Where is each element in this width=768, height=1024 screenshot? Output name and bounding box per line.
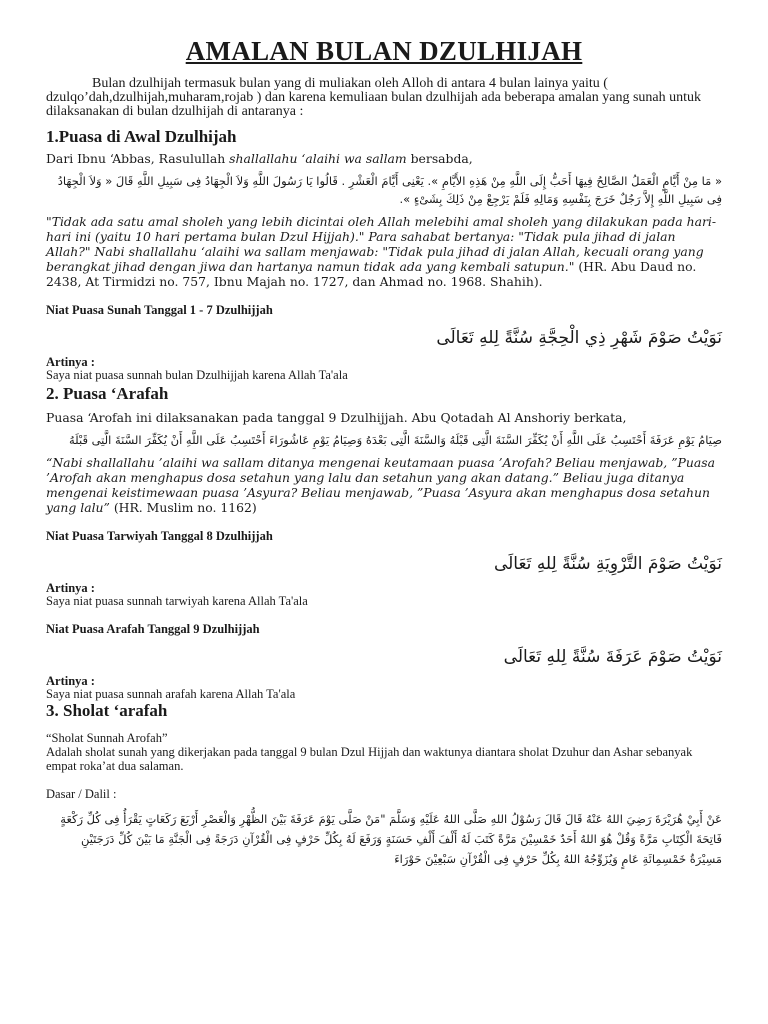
translation-italic: “Nabi shallallahu ’alaihi wa sallam ditanya mengenai keutamaan puasa ’Arofah? Beliau menjawab, ”Puasa ’Arofah akan menghapus dosa setahun yang lalu dan setahun yang akan datang.” Beliau juga ditanya mengenai keistimewaan puasa ’Asyura? Beliau menjawab, ”Puasa ’Asyura akan menghapus dosa setahun yang lalu” (46, 455, 715, 515)
niat-arafah-heading: Niat Puasa Arafah Tanggal 9 Dzulhijjah (46, 622, 260, 636)
niat-arafah-arabic: نَوَيْتُ صَوْمَ عَرَفَةَ سُنَّةً لِلهِ تَعَالَى (503, 647, 722, 667)
page-title: AMALAN BULAN DZULHIJAH (185, 36, 583, 66)
section-3-heading: 3. Sholat ‘arafah (46, 701, 168, 720)
section-1-hadith-arabic: « مَا مِنْ أَيَّامٍ الْعَمَلُ الصَّالِحُ فِيهَا أَحَبُّ إِلَى اللَّهِ مِنْ هَذِهِ الأَيَّامِ ». يَعْنِى أَيَّامَ الْعَشْرِ . قَالُوا يَا رَسُولَ اللَّهِ وَلاَ الْجِهَادُ فِى سَبِيلِ اللَّهِ قَالَ « وَلاَ الْجِهَادُ فِى سَبِيلِ اللَّهِ إِلاَّ رَجُلٌ خَرَجَ بِنَفْسِهِ وَمَالِهِ فَلَمْ يَرْجِعْ مِنْ ذَلِكَ بِشَىْءٍ ». (57, 174, 722, 206)
intro-paragraph: Bulan dzulhijah termasuk bulan yang di muliakan oleh Alloh di antara 4 bulan lainya yaitu ( dzulqo’dah,dzulhijah,muharam,rojab ) dan karena kemuliaan bulan dzulhijah ada beberapa amalan yang sunah untuk dilaksanakan di bulan dzulhijah di antaranya : (46, 76, 702, 119)
section-1-heading: 1.Puasa di Awal Dzulhijah (46, 127, 237, 146)
narrator-italic: shallallahu ‘alaihi wa sallam (229, 151, 407, 166)
section-3-description: Adalah sholat sunah yang dikerjakan pada tanggal 9 bulan Dzul Hijjah dan waktunya diantara sholat Dzuhur dan Ashar sebanyak empat roka’at dua salaman. (46, 745, 693, 773)
artinya-text: Saya niat puasa sunnah bulan Dzulhijjah karena Allah Ta'ala (46, 368, 348, 382)
niat-tarwiyah-arabic: نَوَيْتُ صَوْمَ التَّرْوِيَةِ سُنَّةً لِلهِ تَعَالَى (493, 554, 722, 574)
narrator-post: bersabda, (406, 151, 473, 166)
niat-1-7-arabic: نَوَيْتُ صَوْمَ شَهْرِ ذِي الْحِجَّةِ سُنَّةً لِلهِ تَعَالَى (436, 328, 722, 348)
artinya-label: Artinya : (46, 355, 95, 369)
translation-italic: "Tidak ada satu amal sholeh yang lebih dicintai oleh Allah melebihi amal sholeh yang dilakukan pada hari-hari ini (yaitu 10 hari pertama bulan Dzul Hijjah)." Para sahabat bertanya: "Tidak pula jihad di jalan Allah?" Nabi shallallahu ‘alaihi wa sallam menjawab: "Tidak pula jihad di jalan Allah, kecuali orang yang berangkat jihad dengan jiwa dan hartanya namun tidak ada yang kembali satupun. (46, 214, 717, 274)
artinya-label: Artinya : (46, 674, 95, 688)
section-2-translation (46, 455, 722, 515)
artinya-text: Saya niat puasa sunnah arafah karena Allah Ta'ala (46, 687, 296, 701)
section-1-narrator (46, 151, 722, 166)
section-3-subtitle: “Sholat Sunnah Arofah” (46, 731, 168, 745)
artinya-label: Artinya : (46, 581, 95, 595)
dalil-label: Dasar / Dalil : (46, 787, 117, 801)
section-2-hadith-arabic: صِيَامُ يَوْمِ عَرَفَةَ أَحْتَسِبُ عَلَى اللَّهِ أَنْ يُكَفِّرَ السَّنَةَ الَّتِى قَبْلَهُ وَالسَّنَةَ الَّتِى بَعْدَهُ وَصِيَامُ يَوْمِ عَاشُورَاءَ أَحْتَسِبُ عَلَى اللَّهِ أَنْ يُكَفِّرَ السَّنَةَ الَّتِى قَبْلَهُ (69, 433, 722, 447)
section-3-dalil-arabic: عَنْ أَبِيْ هُرَيْرَةَ رَضِيَ اللهُ عَنْهُ قَالَ قَالَ رَسُوْلُ اللهِ صَلَّى اللهُ عَلَيْهِ وَسَلَّمَ "مَنْ صَلَّى يَوْمَ عَرَفَةَ بَيْنَ الظُّهْرِ وَالْعَصْرِ أَرْبَعَ رَكَعَاتٍ يَقْرَأُ فِى كُلِّ رَكْعَةٍ فَاتِحَةَ الْكِتَابِ مَرَّةً وَقُلْ هُوَ اللهُ أَحَدٌ خَمْسِيْنَ مَرَّةً كَتَبَ لَهُ أَلْفَ أَلْفِ حَسَنَةٍ وَرَفَعَ لَهُ بِكُلِّ حَرْفٍ فِى الْقُرْآنِ دَرَجَةً فِى الْجَنَّةِ مَا بَيْنَ كُلِّ دَرَجَتَيْنِ مَسِيْرَةُ خَمْسِمِائَةِ عَامٍ وَيُزَوِّجُهُ اللهُ بِكُلِّ حَرْفٍ فِى الْقُرْآنِ سَبْعِيْنَ حَوْرَاءَ (60, 812, 722, 866)
section-1-translation (46, 214, 722, 289)
translation-reference: (HR. Muslim no. 1162) (109, 500, 257, 515)
section-2-intro: Puasa ‘Arofah ini dilaksanakan pada tanggal 9 Dzulhijjah. Abu Qotadah Al Anshoriy berkata, (46, 410, 627, 425)
section-2-heading: 2. Puasa ‘Arafah (46, 384, 169, 403)
translation-reference: " (HR. Abu Daud no. 2438, At Tirmidzi no. 757, Ibnu Majah no. 1727, dan Ahmad no. 1968. Shahih). (46, 259, 697, 289)
narrator-text: Dari Ibnu ‘Abbas, Rasulullah (46, 151, 230, 166)
niat-tarwiyah-heading: Niat Puasa Tarwiyah Tanggal 8 Dzulhijjah (46, 529, 273, 543)
artinya-text: Saya niat puasa sunnah tarwiyah karena Allah Ta'ala (46, 594, 308, 608)
niat-1-7-heading: Niat Puasa Sunah Tanggal 1 - 7 Dzulhijjah (46, 303, 273, 317)
